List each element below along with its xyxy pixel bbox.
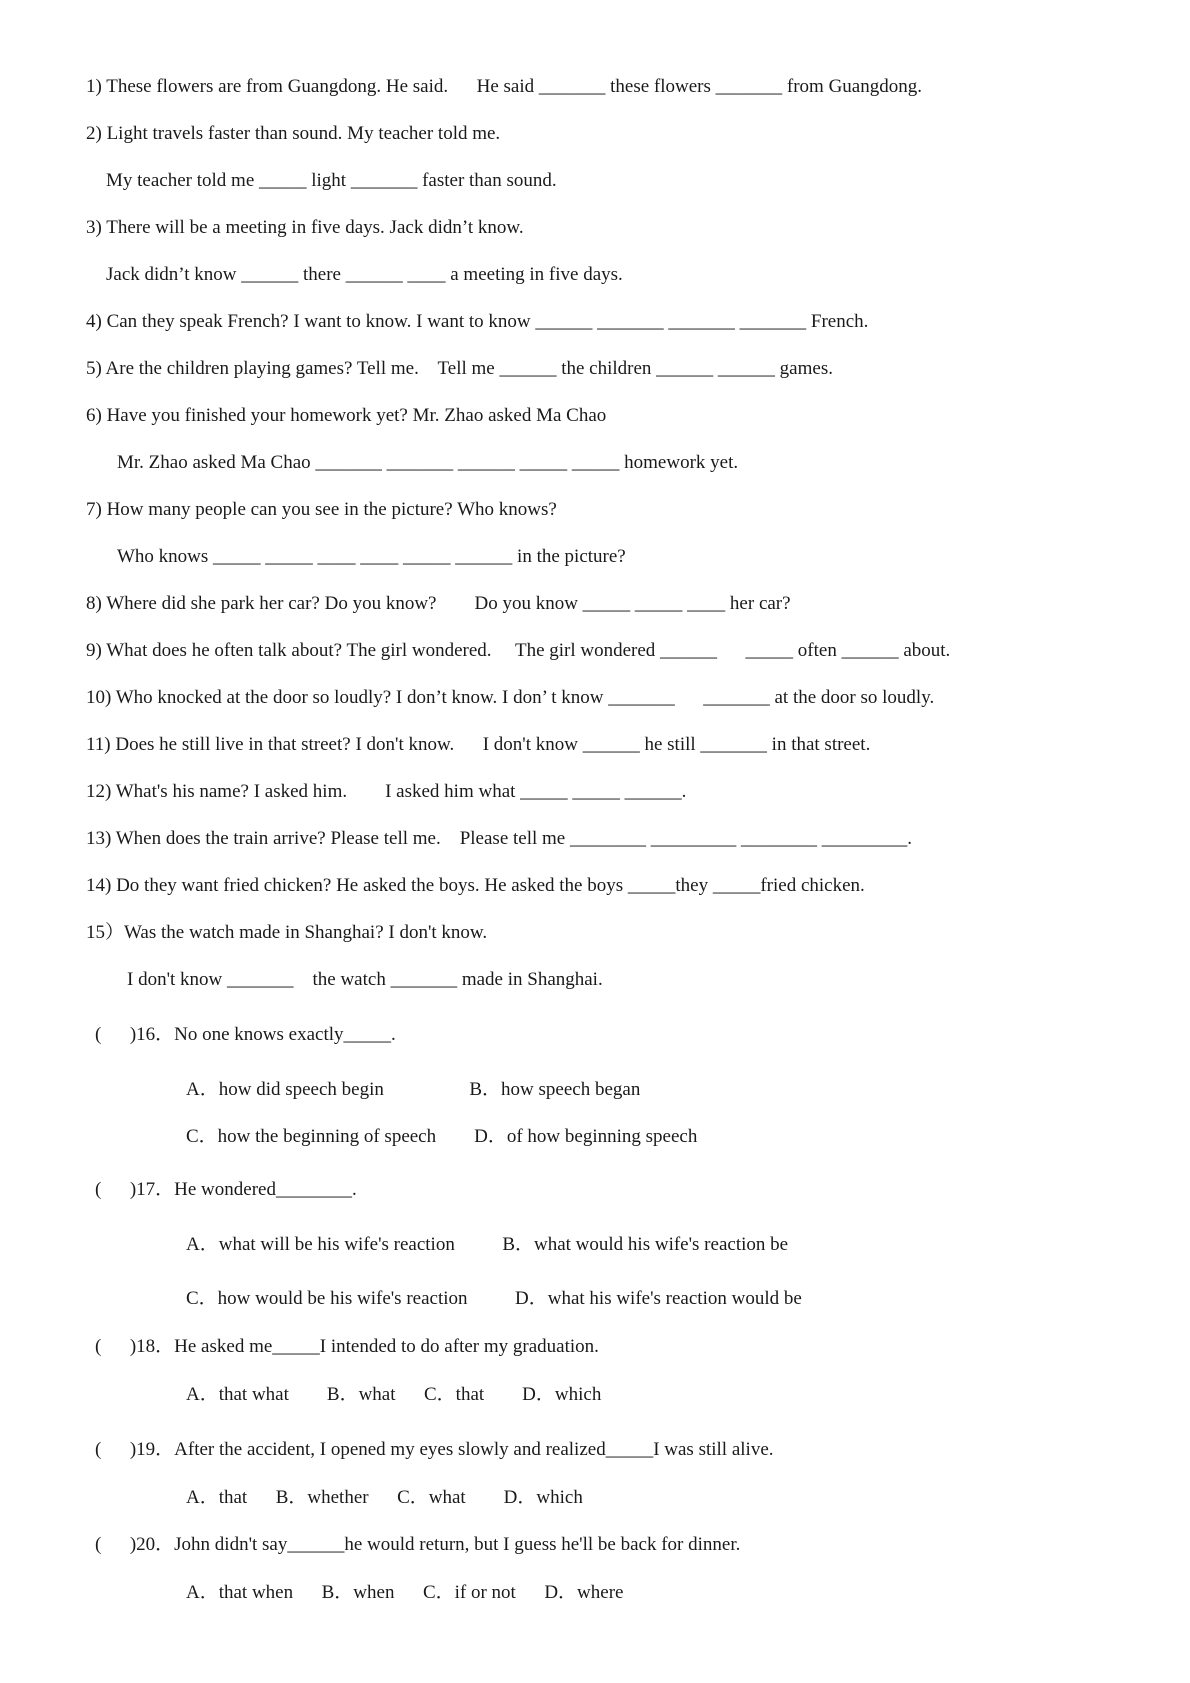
q16-stem: ( )16．No one knows exactly_____.: [95, 1024, 396, 1045]
q18-options: A．that what B．what C．that D．which: [186, 1384, 602, 1405]
q16-options-cd: C．how the beginning of speech D．of how beginning speech: [186, 1126, 698, 1147]
q6-answer-line: Mr. Zhao asked Ma Chao _______ _______ ______ _____ _____ homework yet.: [117, 452, 739, 473]
q12-text: 12) What's his name? I asked him. I asked him what _____ _____ ______.: [86, 781, 687, 802]
q7-text: 7) How many people can you see in the picture? Who knows?: [86, 499, 557, 520]
q3-answer-line: Jack didn’t know ______ there ______ ____ a meeting in five days.: [106, 264, 623, 285]
q2-text: 2) Light travels faster than sound. My teacher told me.: [86, 123, 501, 144]
q19-stem: ( )19．After the accident, I opened my eyes slowly and realized_____I was still alive.: [95, 1439, 774, 1460]
q17-options-ab: A．what will be his wife's reaction B．what would his wife's reaction be: [186, 1234, 789, 1255]
q17-options-cd: C．how would be his wife's reaction D．what his wife's reaction would be: [186, 1288, 802, 1309]
q15-answer-line: I don't know _______ the watch _______ made in Shanghai.: [127, 969, 603, 990]
q8-text: 8) Where did she park her car? Do you know? Do you know _____ _____ ____ her car?: [86, 593, 791, 614]
q16-options-ab: A．how did speech begin B．how speech began: [186, 1079, 641, 1100]
q7-answer-line: Who knows _____ _____ ____ ____ _____ ______ in the picture?: [117, 546, 626, 567]
q9-text: 9) What does he often talk about? The girl wondered. The girl wondered ______ _____ often ______ about.: [86, 640, 951, 661]
q13-text: 13) When does the train arrive? Please tell me. Please tell me ________ _________ ________ _________.: [86, 828, 912, 849]
q14-text: 14) Do they want fried chicken? He asked the boys. He asked the boys _____they _____fried chicken.: [86, 875, 865, 896]
q18-stem: ( )18．He asked me_____I intended to do after my graduation.: [95, 1336, 599, 1357]
q17-stem: ( )17．He wondered________.: [95, 1179, 357, 1200]
q6-text: 6) Have you finished your homework yet? Mr. Zhao asked Ma Chao: [86, 405, 607, 426]
q10-text: 10) Who knocked at the door so loudly? I don’t know. I don’ t know _______ _______ at the door so loudly.: [86, 687, 935, 708]
q5-text: 5) Are the children playing games? Tell me. Tell me ______ the children ______ ______ games.: [86, 358, 833, 379]
q4-text: 4) Can they speak French? I want to know. I want to know ______ _______ _______ _______ French.: [86, 311, 869, 332]
q19-options: A．that B．whether C．what D．which: [186, 1487, 583, 1508]
q20-options: A．that when B．when C．if or not D．where: [186, 1582, 624, 1603]
q1-text: 1) These flowers are from Guangdong. He said. He said _______ these flowers _______ from Guangdong.: [86, 76, 922, 97]
q11-text: 11) Does he still live in that street? I don't know. I don't know ______ he still _______ in that street.: [86, 734, 871, 755]
q15-text: 15）Was the watch made in Shanghai? I don't know.: [86, 922, 488, 943]
q3-text: 3) There will be a meeting in five days. Jack didn’t know.: [86, 217, 524, 238]
q2-answer-line: My teacher told me _____ light _______ faster than sound.: [106, 170, 557, 191]
q20-stem: ( )20．John didn't say______he would return, but I guess he'll be back for dinner.: [95, 1534, 741, 1555]
